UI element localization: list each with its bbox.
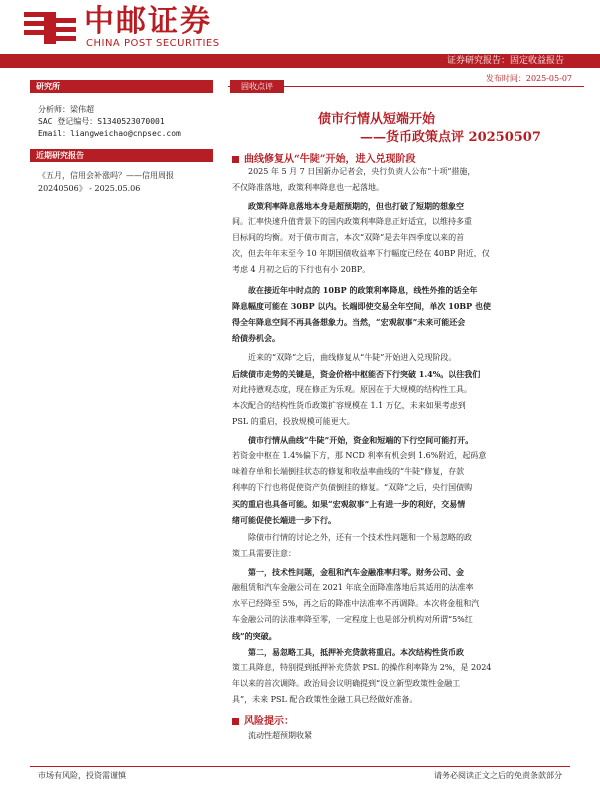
risk-text: 流动性超预期收紧	[248, 731, 312, 740]
paragraph-4: 近来的“双降”之后，曲线修复从“牛陡”开始进入兑现阶段。 后续债市走势的关键是，资金价格中枢能否下行突破 1.4%。以往我们 对此持懑观态度，现在修正为乐观。原因在于大规模的结构性工具。 本次配合的结构性货币政策扩容规模在 1.1 万亿，未来如果考虑到 PSL 的重启，投放规模可能更大。	[232, 353, 481, 426]
researcher-section-head: 研究所	[30, 80, 213, 93]
report-subtitle: ——货币政策点评 20250507	[360, 130, 541, 145]
analyst-name: 分析师：梁伟超	[38, 105, 94, 114]
square-bullet-icon	[232, 718, 239, 725]
footer-disclaimer: 请务必阅读正文之后的免责条款部分	[434, 771, 562, 780]
brand-name-en: CHINA POST SECURITIES	[86, 38, 220, 49]
category-tag: 固收点评	[230, 80, 284, 93]
analyst-email[interactable]: Email：liangweichao@cnpsec.com	[38, 129, 181, 138]
publish-date: 发布时间：2025-05-07	[485, 74, 572, 83]
recent-report-date: 20240506》 - 2025.05.06	[38, 184, 141, 193]
recent-report-link[interactable]: 《五月，信用会补涨吗？——信用周报	[38, 171, 174, 180]
brand-name-cn: 中邮证券	[84, 4, 212, 39]
report-title: 债市行情从短端开始	[318, 112, 436, 127]
footer-risk-note: 市场有风险，投资需谨慎	[38, 771, 126, 780]
paragraph-1: 2025 年 5 月 7 日国新办记者会，央行负责人公布“十项”措施， 不仅降准落地，政策利率降息也一起落地。	[232, 167, 476, 192]
paragraph-3: 故在接近年中时点的 10BP 的政策利率降息，线性外推的话全年 降息幅度可能在 30BP 以内。长端即使交易全年空间，单次 10BP 也使 得全年降息空间不再具备想象力。当然，“宏观叙事”未来可能还会 给债券机会。	[232, 285, 491, 343]
report-type: 证券研究报告：固定收益报告	[446, 56, 564, 66]
paragraph-5: 债市行情从曲线“牛陡”开始，资金和短端的下行空间可能打开。 若资金中枢在 1.4%偏下方，那 NCD 利率有机会到 1.6%附近，起码意 味着存单和长端倒挂状态的修复和收益率曲线的“牛陡”修复，存款 利率的下行也将促使资产负债倒挂的修复。“双降”之后，央行国债购 买的重启也具备可能。如果“宏观叙事”上有进一步的利好，交易情 绪可能促使长端进一步下行。	[232, 435, 487, 525]
sac-number: SAC 登记编号：S1340523070001	[38, 117, 165, 126]
footer-divider	[30, 766, 570, 767]
section-heading: 曲线修复从“牛陡”开始，进入兑现阶段	[232, 150, 416, 165]
square-bullet-icon	[232, 156, 239, 163]
paragraph-7: 第一，技术性问题，金租和汽车金融准率归零。财务公司、金 融租赁和汽车金融公司在 2021 年底全面降准落地后其适用的法准率 水平已经降至 5%，再之后的降准中法准率不再调降。本次将金租和汽 车金融公司的法准率降至零，一定程度上也是部分机构对所谓“5%红 线”的突破。	[232, 567, 480, 641]
china-post-securities-logo	[22, 8, 82, 48]
risk-heading: 风险提示：	[232, 712, 294, 727]
paragraph-2: 政策利率降息落地本身是超预期的，但也打破了短期的想象空 间。汇率快速升值背景下的国内政策利率降息正好适宜，以维持多重 目标间的均衡。对于债市而言，本次“双降”是去年四季度以来的首 次，但去年年末至今 10 年期国债收益率下行幅度已经在 40BP 附近，仅 考虑 4 月初之后的下行也有小 20BP。	[232, 201, 490, 274]
paragraph-6: 除债市行情的讨论之外，还有一个技术性问题和一个易忽略的政 策工具需要注意：	[232, 533, 472, 558]
recent-reports-head: 近期研究报告	[30, 149, 213, 162]
paragraph-8: 第二，易忽略工具，抵押补充贷款将重启。本次结构性货币政 策工具降息，特别提到抵押补充贷款 PSL 的操作利率降为 2%，是 2024 年以来的首次调降。政治局会议明确提到“设立新型政策性金融工 具”，未来 PSL 配合政策性金融工具已经做好准备。	[232, 647, 492, 704]
